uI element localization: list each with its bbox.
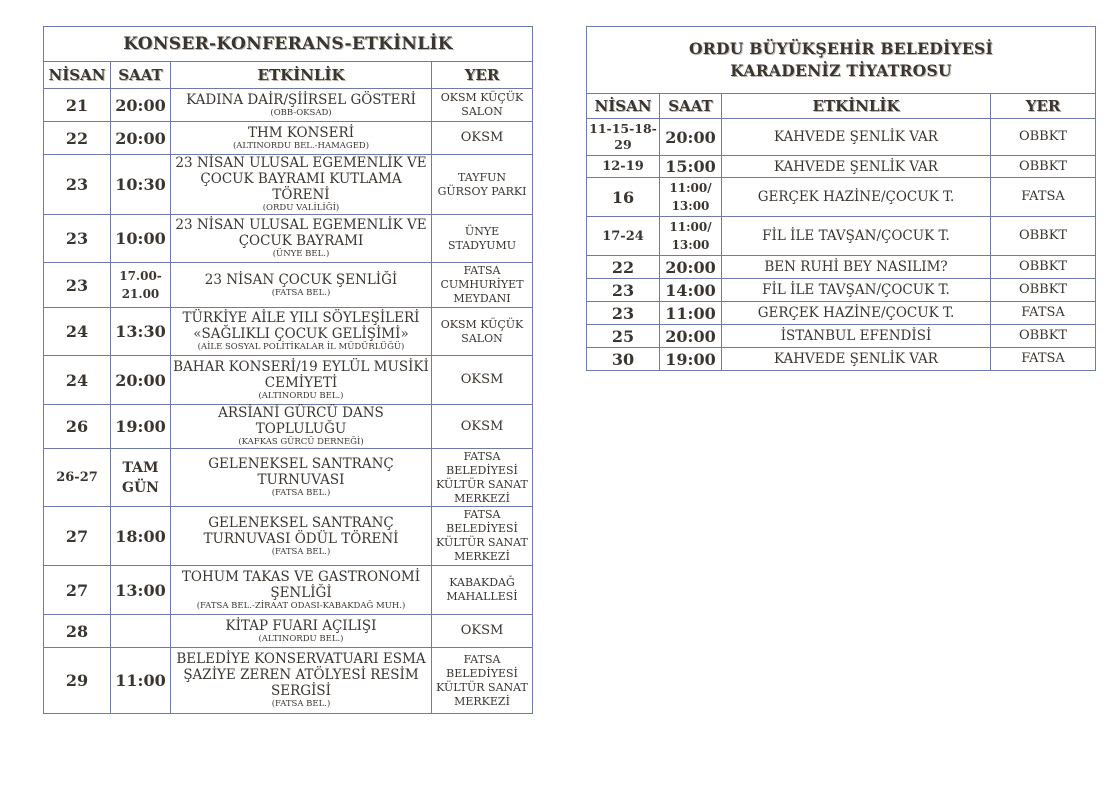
row-place: KABAKDAĞ MAHALLESİ [432, 566, 533, 615]
row-day: 23 [587, 279, 660, 302]
row-place: OBBKT [991, 119, 1096, 156]
row-day: 23 [44, 215, 111, 263]
row-day: 28 [44, 615, 111, 648]
event-organizer: (ORDU VALİLİĞİ) [262, 203, 340, 213]
row-time: 20:00 [660, 325, 722, 348]
row-day: 25 [587, 325, 660, 348]
event-organizer: (AİLE SOSYAL POLİTİKALAR İL MÜDÜRLÜĞÜ) [197, 342, 405, 352]
row-place: FATSA CUMHURİYET MEYDANI [432, 263, 533, 308]
event-title: BELEDİYE KONSERVATUARI ESMA ŞAZİYE ZEREN ATÖLYESİ RESİM SERGİSİ [176, 651, 426, 699]
row-place: OBBKT [991, 217, 1096, 256]
table-row [587, 217, 1096, 256]
table-title [587, 27, 1096, 94]
header-etkinlik: ETKİNLİK [722, 94, 991, 119]
table-row [587, 279, 1096, 302]
row-event [171, 122, 432, 155]
table-title: KONSER-KONFERANS-ETKİNLİK [44, 27, 533, 62]
table-row [587, 178, 1096, 217]
row-event [171, 356, 432, 405]
row-event: GERÇEK HAZİNE/ÇOCUK T. [722, 302, 991, 325]
event-organizer: (FATSA BEL.) [271, 488, 331, 498]
title-line-1: ORDU BÜYÜKŞEHİR BELEDİYESİ [689, 39, 994, 58]
row-event: GERÇEK HAZİNE/ÇOCUK T. [722, 178, 991, 217]
row-place: FATSA [991, 178, 1096, 217]
row-place: OKSM [432, 122, 533, 155]
event-organizer: (FATSA BEL.) [271, 287, 331, 298]
row-place: OBBKT [991, 256, 1096, 279]
row-day: 16 [587, 178, 660, 217]
row-day: 23 [587, 302, 660, 325]
row-day: 24 [44, 356, 111, 405]
table-row [587, 156, 1096, 178]
row-event [171, 507, 432, 566]
header-saat: SAAT [111, 62, 171, 89]
row-event [171, 215, 432, 263]
event-organizer: (ALTINORDU BEL.) [258, 390, 344, 401]
row-time: 10:00 [111, 215, 171, 263]
table-row [587, 302, 1096, 325]
row-time: 15:00 [660, 156, 722, 178]
row-place: FATSA [991, 348, 1096, 371]
header-etkinlik: ETKİNLİK [171, 62, 432, 89]
event-organizer: (OBB-OKSAD) [270, 107, 332, 118]
event-title: GELENEKSEL SANTRANÇ TURNUVASI [208, 456, 394, 488]
event-organizer: (ALTINORDU BEL.) [258, 633, 344, 644]
row-event [171, 155, 432, 215]
event-organizer: (ÜNYE BEL.) [272, 249, 330, 259]
row-event [171, 566, 432, 615]
row-day: 26-27 [44, 449, 111, 507]
row-time: 20:00 [111, 356, 171, 405]
event-organizer: (ALTINORDU BEL.-HAMAGED) [232, 140, 370, 151]
row-day: 29 [44, 648, 111, 714]
event-title: GELENEKSEL SANTRANÇ TURNUVASI ÖDÜL TÖRENİ [203, 514, 399, 547]
row-place: FATSA BELEDİYESİ KÜLTÜR SANAT MERKEZİ [432, 507, 533, 566]
row-event: FİL İLE TAVŞAN/ÇOCUK T. [722, 217, 991, 256]
table-row [44, 566, 533, 615]
event-title: KİTAP FUARI AÇILIŞI [225, 617, 377, 634]
row-day: 26 [44, 405, 111, 449]
row-event: FİL İLE TAVŞAN/ÇOCUK T. [722, 279, 991, 302]
table-row [44, 308, 533, 356]
karadeniz-theatre-table [586, 26, 1096, 371]
table-row [44, 122, 533, 155]
row-time: 11:00 [111, 648, 171, 714]
row-event: KAHVEDE ŞENLİK VAR [722, 348, 991, 371]
row-event: KAHVEDE ŞENLİK VAR [722, 119, 991, 156]
event-organizer: (FATSA BEL.) [271, 699, 331, 709]
row-time: TAM GÜN [111, 449, 171, 507]
header-yer: YER [432, 62, 533, 89]
table-row [44, 89, 533, 122]
event-title: THM KONSERİ [247, 124, 355, 141]
table-row [587, 325, 1096, 348]
event-title: BAHAR KONSERİ/19 EYLÜL MUSİKİ CEMİYETİ [173, 358, 429, 391]
row-place: FATSA [991, 302, 1096, 325]
event-title: 23 NİSAN ULUSAL EGEMENLİK VE ÇOCUK BAYRAMI KUTLAMA TÖRENİ [175, 155, 427, 203]
row-day: 22 [44, 122, 111, 155]
row-place: FATSA BELEDİYESİ KÜLTÜR SANAT MERKEZİ [432, 648, 533, 714]
row-time: 20:00 [660, 256, 722, 279]
header-nisan: NİSAN [44, 62, 111, 89]
row-day: 17-24 [587, 217, 660, 256]
row-time: 10:30 [111, 155, 171, 215]
table-row [44, 615, 533, 648]
row-place: ÜNYE STADYUMU [432, 215, 533, 263]
event-organizer: (FATSA BEL.) [271, 546, 331, 557]
row-event [171, 449, 432, 507]
row-place: OBBKT [991, 325, 1096, 348]
row-place: FATSA BELEDİYESİ KÜLTÜR SANAT MERKEZİ [432, 449, 533, 507]
row-time: 13:30 [111, 308, 171, 356]
row-day: 23 [44, 155, 111, 215]
table-row [587, 348, 1096, 371]
event-organizer: (KAFKAS GÜRCÜ DERNEĞİ) [238, 437, 364, 447]
event-title: ARSİANİ GÜRCÜ DANS TOPLULUĞU [218, 405, 384, 437]
row-time: 13:00 [111, 566, 171, 615]
row-place: TAYFUN GÜRSOY PARKI [432, 155, 533, 215]
row-day: 21 [44, 89, 111, 122]
row-day: 22 [587, 256, 660, 279]
row-event [171, 263, 432, 308]
row-event: İSTANBUL EFENDİSİ [722, 325, 991, 348]
event-title: TÜRKİYE AİLE YILI SÖYLEŞİLERİ «SAĞLIKLI ÇOCUK GELİŞİMİ» [182, 310, 420, 342]
table-row [44, 405, 533, 449]
row-time: 20:00 [111, 122, 171, 155]
row-time: 20:00 [111, 89, 171, 122]
title-line-2: KARADENİZ TİYATROSU [730, 61, 952, 80]
table-row [44, 155, 533, 215]
table-row [44, 507, 533, 566]
table-row [587, 256, 1096, 279]
row-day: 12-19 [587, 156, 660, 178]
row-event: KAHVEDE ŞENLİK VAR [722, 156, 991, 178]
table-row [44, 263, 533, 308]
row-place: OKSM [432, 405, 533, 449]
event-title: TOHUM TAKAS VE GASTRONOMİ ŞENLİĞİ [181, 568, 421, 601]
row-event: BEN RUHİ BEY NASILIM? [722, 256, 991, 279]
row-event [171, 405, 432, 449]
row-day: 27 [44, 507, 111, 566]
row-time: 19:00 [111, 405, 171, 449]
row-event [171, 615, 432, 648]
row-time: 19:00 [660, 348, 722, 371]
row-time: 20:00 [660, 119, 722, 156]
table-row [44, 449, 533, 507]
row-day: 30 [587, 348, 660, 371]
row-time: 14:00 [660, 279, 722, 302]
header-nisan: NİSAN [587, 94, 660, 119]
event-title: 23 NİSAN ULUSAL EGEMENLİK VE ÇOCUK BAYRAMI [175, 217, 427, 249]
row-time: 11:00/ 13:00 [660, 217, 722, 256]
row-place: OBBKT [991, 156, 1096, 178]
row-day: 11-15-18-29 [587, 119, 660, 156]
event-organizer: (FATSA BEL.-ZİRAAT ODASI-KABAKDAĞ MUH.) [196, 600, 406, 611]
table-row [44, 356, 533, 405]
table-row [44, 648, 533, 714]
concert-conference-event-table [43, 26, 533, 714]
event-title: KADINA DAİR/ŞİİRSEL GÖSTERİ [186, 91, 416, 108]
row-place: OKSM KÜÇÜK SALON [432, 308, 533, 356]
row-time [111, 615, 171, 648]
row-place: OKSM [432, 615, 533, 648]
row-event [171, 308, 432, 356]
row-place: OBBKT [991, 279, 1096, 302]
row-place: OKSM KÜÇÜK SALON [432, 89, 533, 122]
table-row [587, 119, 1096, 156]
table-row [44, 215, 533, 263]
event-title: 23 NİSAN ÇOCUK ŞENLİĞİ [204, 271, 398, 288]
row-time: 11:00/ 13:00 [660, 178, 722, 217]
row-event [171, 648, 432, 714]
row-time: 18:00 [111, 507, 171, 566]
row-day: 24 [44, 308, 111, 356]
row-time: 11:00 [660, 302, 722, 325]
header-saat: SAAT [660, 94, 722, 119]
row-day: 23 [44, 263, 111, 308]
row-time: 17.00-21.00 [111, 263, 171, 308]
row-event [171, 89, 432, 122]
header-yer: YER [991, 94, 1096, 119]
row-place: OKSM [432, 356, 533, 405]
row-day: 27 [44, 566, 111, 615]
